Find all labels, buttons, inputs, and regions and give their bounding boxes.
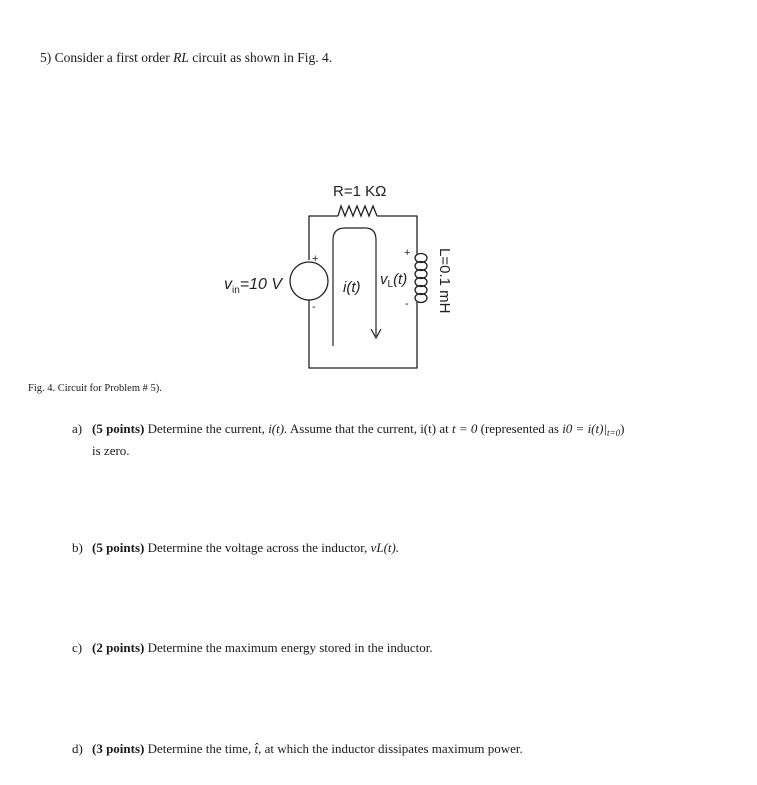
part-d-text: Determine the time,: [147, 741, 252, 756]
part-a: [72, 420, 732, 460]
problem-statement: [40, 50, 332, 66]
part-a-continuation: is zero.: [92, 443, 130, 458]
problem-text-italic: RL: [173, 50, 189, 65]
source-plus: +: [312, 253, 319, 265]
part-c-points: (2 points): [92, 640, 145, 655]
part-a-text-2: Assume that the current, i(t) at: [289, 421, 449, 436]
part-a-math-t0: t = 0: [451, 421, 478, 436]
part-b: [72, 539, 732, 557]
inductor-voltage-label: $v_L(t)$: [380, 271, 408, 290]
part-d-label: d): [72, 741, 83, 756]
part-a-label: a): [72, 421, 83, 436]
part-a-points: (5 points): [92, 421, 145, 436]
part-a-math-current: i(t).: [268, 421, 288, 436]
part-a-math-sub: t=0: [607, 428, 621, 438]
part-a-text: Determine the current,: [147, 421, 265, 436]
part-b-points: (5 points): [92, 540, 145, 555]
inductor-symbol: [415, 254, 427, 303]
problem-number: 5): [40, 50, 52, 65]
part-a-close-paren: ): [620, 421, 625, 436]
part-a-math-i0: i0 = i(t)|: [562, 421, 608, 436]
resistor-symbol: [338, 206, 377, 216]
part-b-label: b): [72, 540, 83, 555]
part-c-label: c): [72, 640, 83, 655]
source-minus: -: [312, 301, 316, 313]
part-a-text-3: (represented as: [480, 421, 559, 436]
voltage-source: [290, 262, 328, 300]
part-b-text: Determine the voltage across the inductor,: [147, 540, 368, 555]
part-d-text-2: at which the inductor dissipates maximum power.: [264, 741, 523, 756]
current-label: i(t): [343, 279, 361, 296]
part-d-math: t̂,: [254, 741, 262, 756]
part-d-points: (3 points): [92, 741, 145, 756]
part-c-text: Determine the maximum energy stored in the inductor.: [147, 640, 433, 655]
problem-text-suffix: circuit as shown in Fig. 4.: [192, 50, 333, 65]
inductor-label: L=0.1 mH: [436, 248, 453, 314]
problem-text-prefix: Consider a first order: [54, 50, 170, 65]
inductor-plus: +: [404, 247, 411, 259]
resistor-label: R=1 KΩ: [333, 183, 387, 200]
inductor-minus: -: [405, 298, 409, 310]
circuit-diagram: [0, 170, 757, 375]
part-c: [72, 639, 732, 657]
part-d: [72, 740, 732, 758]
source-label: $v_{in}=10$ V: [224, 276, 283, 296]
figure-caption: Fig. 4. Circuit for Problem # 5).: [28, 383, 162, 394]
part-b-math: vL(t).: [370, 540, 400, 555]
